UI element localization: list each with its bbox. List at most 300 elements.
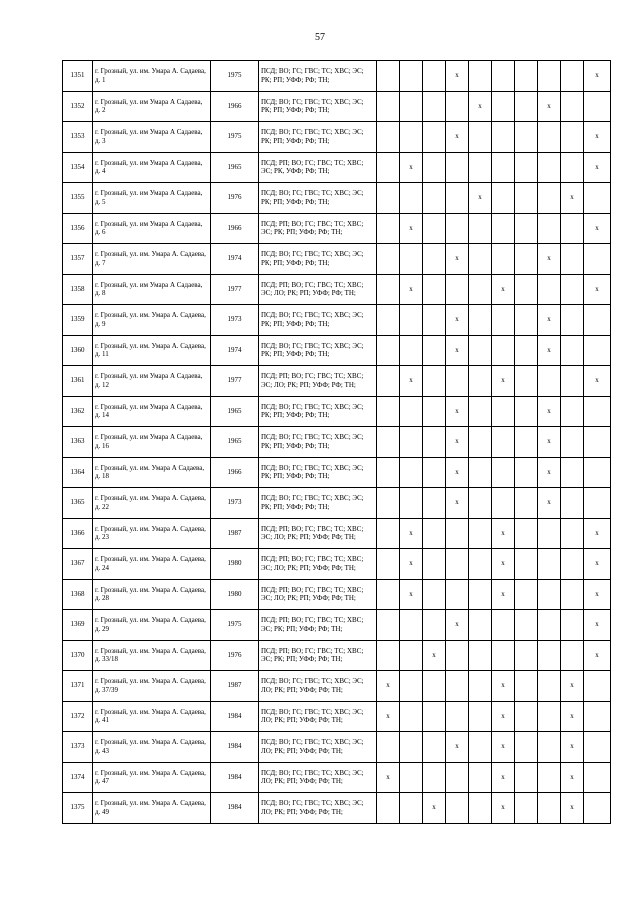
- engineering-systems: ПСД; ВО; ГС; ГВС; ТС; ХВС; ЭС; ЛО; РК; РП; УФФ; РФ; ТН;: [259, 732, 377, 763]
- row-number: 1355: [63, 183, 93, 214]
- mark-cell: [400, 122, 423, 153]
- mark-cell: [469, 335, 492, 366]
- mark-cell: [423, 122, 446, 153]
- mark-cell: [377, 122, 400, 153]
- mark-cell: [561, 549, 584, 580]
- mark-cell: [515, 122, 538, 153]
- building-address: г. Грозный, ул. им. Умара А. Садаева, д. 41: [93, 701, 211, 732]
- mark-cell: x: [446, 396, 469, 427]
- engineering-systems: ПСД; РП; ВО; ГС; ГВС; ТС; ХВС; ЭС; ЛО; РК; РП; УФФ; РФ; ТН;: [259, 366, 377, 397]
- mark-cell: [446, 91, 469, 122]
- engineering-systems: ПСД; ВО; ГС; ГВС; ТС; ХВС; ЭС; РК; РП; УФФ; РФ; ТН;: [259, 488, 377, 519]
- mark-cell: x: [400, 274, 423, 305]
- table-row: [63, 335, 611, 366]
- building-address: г. Грозный, ул. им. Умара А. Садаева, д. 23: [93, 518, 211, 549]
- mark-cell: [423, 61, 446, 92]
- row-number: 1366: [63, 518, 93, 549]
- construction-year: 1975: [211, 61, 259, 92]
- construction-year: 1984: [211, 762, 259, 793]
- mark-cell: [492, 457, 515, 488]
- mark-cell: x: [377, 701, 400, 732]
- mark-cell: [561, 579, 584, 610]
- construction-year: 1966: [211, 213, 259, 244]
- mark-cell: [584, 244, 611, 275]
- building-address: г. Грозный, ул. им. Умара А. Садаева, д. 28: [93, 579, 211, 610]
- mark-cell: x: [423, 793, 446, 824]
- mark-cell: [584, 91, 611, 122]
- row-number: 1359: [63, 305, 93, 336]
- mark-cell: x: [492, 366, 515, 397]
- row-number: 1367: [63, 549, 93, 580]
- mark-cell: [538, 152, 561, 183]
- engineering-systems: ПСД; ВО; ГС; ГВС; ТС; ХВС; ЭС; РК; РП; УФФ; РФ; ТН;: [259, 91, 377, 122]
- mark-cell: [469, 549, 492, 580]
- mark-cell: [561, 366, 584, 397]
- mark-cell: [377, 183, 400, 214]
- mark-cell: [584, 701, 611, 732]
- table-row: [63, 579, 611, 610]
- mark-cell: x: [492, 701, 515, 732]
- mark-cell: [469, 671, 492, 702]
- mark-cell: [492, 183, 515, 214]
- mark-cell: [584, 488, 611, 519]
- building-address: г. Грозный, ул. им Умара А Садаева, д. 5: [93, 183, 211, 214]
- row-number: 1374: [63, 762, 93, 793]
- mark-cell: [561, 122, 584, 153]
- mark-cell: [469, 244, 492, 275]
- mark-cell: [584, 762, 611, 793]
- mark-cell: [538, 122, 561, 153]
- mark-cell: [538, 610, 561, 641]
- building-address: г. Грозный, ул. им. Умара А. Садаева, д. 49: [93, 793, 211, 824]
- table-row: [63, 762, 611, 793]
- mark-cell: [538, 579, 561, 610]
- mark-cell: [377, 91, 400, 122]
- construction-year: 1987: [211, 518, 259, 549]
- mark-cell: [492, 61, 515, 92]
- table-row: [63, 274, 611, 305]
- building-address: г. Грозный, ул. им. Умара А. Садаева, д. 37/39: [93, 671, 211, 702]
- mark-cell: [561, 427, 584, 458]
- mark-cell: [446, 762, 469, 793]
- engineering-systems: ПСД; ВО; ГС; ГВС; ТС; ХВС; ЭС; РК; РП; УФФ; РФ; ТН;: [259, 244, 377, 275]
- mark-cell: x: [584, 579, 611, 610]
- mark-cell: x: [584, 61, 611, 92]
- mark-cell: [446, 183, 469, 214]
- mark-cell: [469, 427, 492, 458]
- engineering-systems: ПСД; ВО; ГС; ГВС; ТС; ХВС; ЭС; РК; РП; УФФ; РФ; ТН;: [259, 427, 377, 458]
- mark-cell: [446, 671, 469, 702]
- building-address: г. Грозный, ул. им Умара А Садаева, д. 3: [93, 122, 211, 153]
- mark-cell: [469, 396, 492, 427]
- row-number: 1372: [63, 701, 93, 732]
- mark-cell: [584, 335, 611, 366]
- mark-cell: [538, 732, 561, 763]
- mark-cell: x: [446, 122, 469, 153]
- mark-cell: [561, 244, 584, 275]
- building-address: г. Грозный, ул. им. Умара А. Садаева, д. 33/18: [93, 640, 211, 671]
- mark-cell: [538, 671, 561, 702]
- mark-cell: x: [377, 671, 400, 702]
- mark-cell: x: [400, 579, 423, 610]
- mark-cell: [561, 610, 584, 641]
- mark-cell: [492, 427, 515, 458]
- mark-cell: [561, 274, 584, 305]
- mark-cell: [400, 91, 423, 122]
- mark-cell: x: [538, 396, 561, 427]
- building-address: г. Грозный, ул. им. Умара А. Садаева, д. 11: [93, 335, 211, 366]
- mark-cell: x: [400, 366, 423, 397]
- mark-cell: x: [400, 549, 423, 580]
- mark-cell: [538, 793, 561, 824]
- mark-cell: x: [584, 152, 611, 183]
- mark-cell: [561, 396, 584, 427]
- mark-cell: [538, 274, 561, 305]
- row-number: 1356: [63, 213, 93, 244]
- mark-cell: [561, 457, 584, 488]
- engineering-systems: ПСД; ВО; ГС; ГВС; ТС; ХВС; ЭС; ЛО; РК; РП; УФФ; РФ; ТН;: [259, 762, 377, 793]
- mark-cell: [469, 366, 492, 397]
- construction-year: 1977: [211, 366, 259, 397]
- mark-cell: x: [538, 335, 561, 366]
- mark-cell: [515, 61, 538, 92]
- mark-cell: x: [584, 274, 611, 305]
- mark-cell: [423, 671, 446, 702]
- mark-cell: [469, 213, 492, 244]
- mark-cell: [446, 640, 469, 671]
- mark-cell: [515, 152, 538, 183]
- mark-cell: x: [400, 152, 423, 183]
- building-address: г. Грозный, ул. им. Умара А. Садаева, д. 7: [93, 244, 211, 275]
- mark-cell: [377, 335, 400, 366]
- mark-cell: [400, 701, 423, 732]
- mark-cell: [538, 701, 561, 732]
- mark-cell: [400, 793, 423, 824]
- table-row: [63, 366, 611, 397]
- building-address: г. Грозный, ул. им. Умара А. Садаева, д. 24: [93, 549, 211, 580]
- mark-cell: [469, 762, 492, 793]
- mark-cell: [515, 274, 538, 305]
- mark-cell: [469, 701, 492, 732]
- table-row: [63, 732, 611, 763]
- engineering-systems: ПСД; РП; ВО; ГС; ГВС; ТС; ХВС; ЭС; ЛО; РК; РП; УФФ; РФ; ТН;: [259, 518, 377, 549]
- mark-cell: [561, 213, 584, 244]
- row-number: 1353: [63, 122, 93, 153]
- mark-cell: [400, 305, 423, 336]
- table-body: [63, 61, 611, 824]
- mark-cell: x: [538, 488, 561, 519]
- mark-cell: [377, 610, 400, 641]
- building-address: г. Грозный, ул. им Умара А Садаева, д. 6: [93, 213, 211, 244]
- mark-cell: [400, 488, 423, 519]
- mark-cell: [515, 183, 538, 214]
- mark-cell: [538, 518, 561, 549]
- mark-cell: [492, 152, 515, 183]
- mark-cell: [515, 732, 538, 763]
- mark-cell: [377, 61, 400, 92]
- mark-cell: [515, 610, 538, 641]
- table-row: [63, 640, 611, 671]
- mark-cell: [423, 305, 446, 336]
- mark-cell: [469, 610, 492, 641]
- mark-cell: x: [423, 640, 446, 671]
- row-number: 1352: [63, 91, 93, 122]
- construction-year: 1974: [211, 244, 259, 275]
- mark-cell: [538, 213, 561, 244]
- mark-cell: [423, 152, 446, 183]
- mark-cell: [377, 366, 400, 397]
- mark-cell: [377, 640, 400, 671]
- mark-cell: x: [538, 305, 561, 336]
- mark-cell: [469, 305, 492, 336]
- table-row: [63, 671, 611, 702]
- mark-cell: [446, 793, 469, 824]
- mark-cell: [515, 427, 538, 458]
- page-number: 57: [315, 32, 325, 43]
- mark-cell: [377, 732, 400, 763]
- table-row: [63, 213, 611, 244]
- mark-cell: x: [400, 213, 423, 244]
- mark-cell: [423, 762, 446, 793]
- mark-cell: [423, 396, 446, 427]
- mark-cell: [377, 152, 400, 183]
- mark-cell: [584, 457, 611, 488]
- mark-cell: [515, 549, 538, 580]
- mark-cell: [584, 183, 611, 214]
- mark-cell: x: [469, 183, 492, 214]
- construction-year: 1974: [211, 335, 259, 366]
- mark-cell: x: [492, 793, 515, 824]
- mark-cell: [561, 305, 584, 336]
- mark-cell: [377, 518, 400, 549]
- row-number: 1370: [63, 640, 93, 671]
- mark-cell: [423, 274, 446, 305]
- mark-cell: [446, 366, 469, 397]
- mark-cell: [400, 610, 423, 641]
- building-address: г. Грозный, ул. им. Умара А. Садаева, д. 29: [93, 610, 211, 641]
- mark-cell: [423, 488, 446, 519]
- mark-cell: x: [469, 91, 492, 122]
- row-number: 1363: [63, 427, 93, 458]
- mark-cell: [538, 549, 561, 580]
- mark-cell: [400, 427, 423, 458]
- mark-cell: [377, 457, 400, 488]
- engineering-systems: ПСД; ВО; ГС; ГВС; ТС; ХВС; ЭС; РК; РП; УФФ; РФ; ТН;: [259, 335, 377, 366]
- mark-cell: [492, 335, 515, 366]
- row-number: 1373: [63, 732, 93, 763]
- mark-cell: x: [584, 549, 611, 580]
- mark-cell: x: [446, 335, 469, 366]
- mark-cell: x: [446, 610, 469, 641]
- mark-cell: x: [584, 213, 611, 244]
- mark-cell: [400, 671, 423, 702]
- mark-cell: [446, 152, 469, 183]
- mark-cell: [423, 213, 446, 244]
- construction-year: 1966: [211, 91, 259, 122]
- building-address: г. Грозный, ул. им Умара А Садаева, д. 12: [93, 366, 211, 397]
- mark-cell: [469, 793, 492, 824]
- mark-cell: [423, 91, 446, 122]
- construction-year: 1980: [211, 579, 259, 610]
- building-address: г. Грозный, ул. им Умара А Садаева, д. 2: [93, 91, 211, 122]
- engineering-systems: ПСД; РП; ВО; ГС; ГВС; ТС; ХВС; ЭС; РК; РП; УФФ; РФ; ТН;: [259, 610, 377, 641]
- building-register-table: [62, 60, 611, 824]
- mark-cell: [377, 274, 400, 305]
- mark-cell: [423, 701, 446, 732]
- mark-cell: x: [492, 274, 515, 305]
- mark-cell: [377, 244, 400, 275]
- row-number: 1354: [63, 152, 93, 183]
- construction-year: 1966: [211, 457, 259, 488]
- mark-cell: x: [377, 762, 400, 793]
- row-number: 1371: [63, 671, 93, 702]
- mark-cell: [515, 213, 538, 244]
- construction-year: 1984: [211, 701, 259, 732]
- table-row: [63, 396, 611, 427]
- mark-cell: x: [492, 518, 515, 549]
- mark-cell: x: [538, 244, 561, 275]
- mark-cell: x: [561, 793, 584, 824]
- mark-cell: [561, 61, 584, 92]
- engineering-systems: ПСД; РП; ВО; ГС; ГВС; ТС; ХВС; ЭС; ЛО; РК; РП; УФФ; РФ; ТН;: [259, 549, 377, 580]
- engineering-systems: ПСД; РП; ВО; ГС; ГВС; ТС; ХВС; ЭС; ЛО; РК; РП; УФФ; РФ; ТН;: [259, 274, 377, 305]
- building-address: г. Грозный, ул. им Умара А Садаева, д. 16: [93, 427, 211, 458]
- mark-cell: x: [400, 518, 423, 549]
- mark-cell: [469, 732, 492, 763]
- construction-year: 1976: [211, 183, 259, 214]
- mark-cell: [515, 793, 538, 824]
- engineering-systems: ПСД; РП; ВО; ГС; ГВС; ТС; ХВС; ЭС; РК, УФФ; РФ; ТН;: [259, 152, 377, 183]
- engineering-systems: ПСД; ВО; ГС; ГВС; ТС; ХВС; ЭС; РК; РП; УФФ; РФ; ТН;: [259, 396, 377, 427]
- mark-cell: [492, 213, 515, 244]
- mark-cell: x: [561, 671, 584, 702]
- table-row: [63, 61, 611, 92]
- mark-cell: [492, 610, 515, 641]
- mark-cell: [515, 457, 538, 488]
- mark-cell: [423, 518, 446, 549]
- mark-cell: x: [446, 427, 469, 458]
- building-address: г. Грозный, ул. им. Умара А. Садаева, д. 22: [93, 488, 211, 519]
- mark-cell: x: [446, 244, 469, 275]
- building-address: г. Грозный, ул. им. Умара А. Садаева, д. 47: [93, 762, 211, 793]
- table-row: [63, 549, 611, 580]
- mark-cell: x: [538, 91, 561, 122]
- mark-cell: [469, 579, 492, 610]
- mark-cell: [377, 396, 400, 427]
- mark-cell: [377, 793, 400, 824]
- mark-cell: [538, 183, 561, 214]
- row-number: 1351: [63, 61, 93, 92]
- table-row: [63, 488, 611, 519]
- row-number: 1375: [63, 793, 93, 824]
- engineering-systems: ПСД; ВО; ГС; ГВС; ТС; ХВС; ЭС; ЛО; РК; РП; УФФ; РФ; ТН;: [259, 671, 377, 702]
- table-row: [63, 183, 611, 214]
- table-row: [63, 793, 611, 824]
- table-row: [63, 518, 611, 549]
- mark-cell: [538, 762, 561, 793]
- building-address: г. Грозный, ул. им. Умара А. Садаева, д. 1: [93, 61, 211, 92]
- mark-cell: [515, 335, 538, 366]
- mark-cell: [469, 61, 492, 92]
- mark-cell: [423, 549, 446, 580]
- table-row: [63, 305, 611, 336]
- mark-cell: [400, 183, 423, 214]
- mark-cell: [561, 152, 584, 183]
- engineering-systems: ПСД; ВО; ГС; ГВС; ТС; ХВС; ЭС; РК; РП; УФФ; РФ; ТН;: [259, 122, 377, 153]
- mark-cell: [469, 274, 492, 305]
- row-number: 1369: [63, 610, 93, 641]
- construction-year: 1965: [211, 427, 259, 458]
- mark-cell: x: [492, 671, 515, 702]
- mark-cell: [400, 244, 423, 275]
- mark-cell: x: [446, 305, 469, 336]
- row-number: 1365: [63, 488, 93, 519]
- engineering-systems: ПСД; РП; ВО; ГС; ГВС; ТС; ХВС; ЭС; РК; РП; УФФ; РФ; ТН;: [259, 640, 377, 671]
- mark-cell: [469, 457, 492, 488]
- mark-cell: [492, 91, 515, 122]
- engineering-systems: ПСД; ВО; ГС; ГВС; ТС; ХВС; ЭС; РК; РП; УФФ; РФ; ТН;: [259, 183, 377, 214]
- mark-cell: [446, 274, 469, 305]
- engineering-systems: ПСД; РП; ВО; ГС; ГВС; ТС; ХВС; ЭС; ЛО; РК; РП; УФФ; РФ; ТН;: [259, 579, 377, 610]
- mark-cell: [423, 732, 446, 763]
- mark-cell: [469, 518, 492, 549]
- row-number: 1360: [63, 335, 93, 366]
- mark-cell: [400, 335, 423, 366]
- table-row: [63, 701, 611, 732]
- mark-cell: x: [561, 701, 584, 732]
- construction-year: 1973: [211, 488, 259, 519]
- mark-cell: [515, 671, 538, 702]
- mark-cell: [400, 640, 423, 671]
- mark-cell: [538, 640, 561, 671]
- mark-cell: [423, 335, 446, 366]
- mark-cell: x: [538, 427, 561, 458]
- mark-cell: [492, 640, 515, 671]
- table-row: [63, 244, 611, 275]
- mark-cell: x: [492, 732, 515, 763]
- mark-cell: [515, 518, 538, 549]
- mark-cell: [584, 671, 611, 702]
- engineering-systems: ПСД; ВО; ГС; ГВС; ТС; ХВС; ЭС; ЛО; РК; РП; УФФ; РФ; ТН;: [259, 701, 377, 732]
- mark-cell: [377, 213, 400, 244]
- mark-cell: [423, 579, 446, 610]
- mark-cell: x: [446, 488, 469, 519]
- engineering-systems: ПСД; РП; ВО; ГС; ГВС; ТС; ХВС; ЭС; РК; РП; УФФ; РФ; ТН;: [259, 213, 377, 244]
- mark-cell: [561, 488, 584, 519]
- mark-cell: [446, 701, 469, 732]
- mark-cell: [561, 518, 584, 549]
- construction-year: 1984: [211, 732, 259, 763]
- mark-cell: [446, 518, 469, 549]
- mark-cell: [538, 61, 561, 92]
- mark-cell: [469, 488, 492, 519]
- mark-cell: [446, 579, 469, 610]
- row-number: 1364: [63, 457, 93, 488]
- mark-cell: x: [446, 457, 469, 488]
- mark-cell: [515, 91, 538, 122]
- table-row: [63, 427, 611, 458]
- mark-cell: [446, 549, 469, 580]
- construction-year: 1973: [211, 305, 259, 336]
- construction-year: 1976: [211, 640, 259, 671]
- row-number: 1361: [63, 366, 93, 397]
- construction-year: 1975: [211, 610, 259, 641]
- mark-cell: [377, 549, 400, 580]
- mark-cell: x: [584, 122, 611, 153]
- mark-cell: x: [584, 518, 611, 549]
- mark-cell: [400, 457, 423, 488]
- mark-cell: x: [538, 457, 561, 488]
